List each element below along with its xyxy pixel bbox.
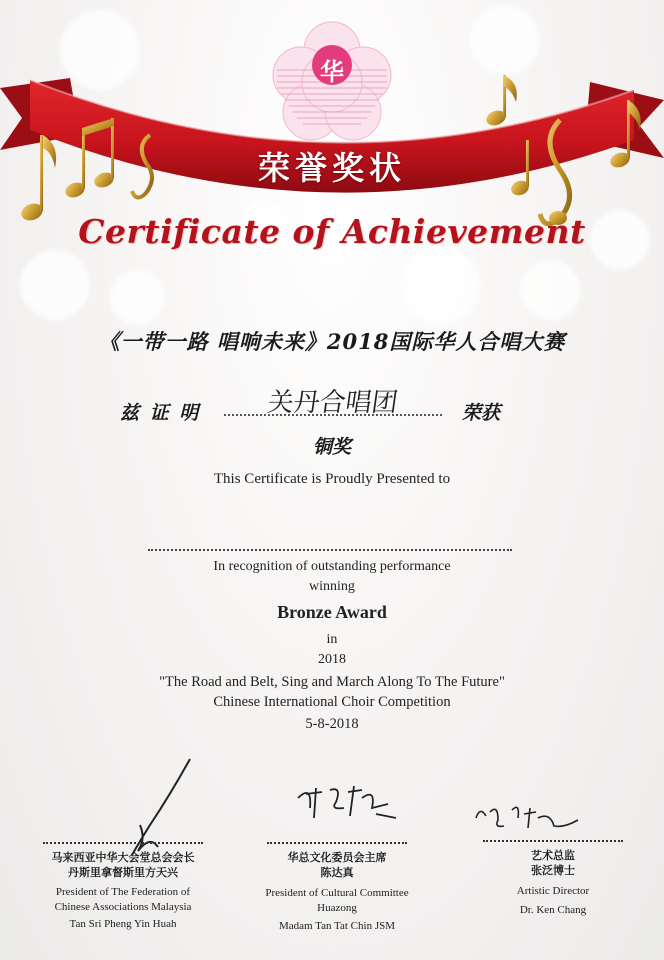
signer-role-en: President of The Federation of <box>55 886 191 898</box>
recognition-text: In recognition of outstanding performance <box>213 559 451 574</box>
signature-3-scrawl <box>468 798 588 838</box>
certificate-title: Certificate of Achievement <box>78 212 586 251</box>
event-en-line-1: "The Road and Belt, Sing and March Along To The Future" <box>159 674 505 690</box>
award-en: Bronze Award <box>277 602 387 622</box>
signature-line <box>43 842 203 844</box>
bokeh-light <box>520 260 580 320</box>
signer-title-cn: 马来西亚中华大会堂总会会长 <box>51 851 195 864</box>
in-text: in <box>326 632 338 647</box>
signer-title-cn: 华总文化委员会主席 <box>287 851 387 864</box>
signer-role-en: President of Cultural Committee <box>265 887 409 899</box>
signature-block-3 <box>478 840 628 918</box>
bokeh-light <box>400 245 480 325</box>
winning-text: winning <box>309 579 355 594</box>
signer-name-en: Madam Tan Tat Chin JSM <box>279 920 395 932</box>
logo-character: 华 <box>320 58 344 86</box>
signer-name-cn: 丹斯里拿督斯里方天兴 <box>68 866 178 879</box>
award-suffix: 荣获 <box>462 402 501 424</box>
certify-prefix: 兹 证 明 <box>120 402 201 424</box>
signer-title-cn: 艺术总监 <box>531 849 575 862</box>
event-date: 5-8-2018 <box>305 716 359 732</box>
award-cn: 铜奖 <box>312 436 351 458</box>
signer-name-cn: 张泛博士 <box>531 864 575 877</box>
signer-role-en: Artistic Director <box>516 885 590 897</box>
signer-name-cn: 陈达真 <box>320 866 354 879</box>
banner-title: 荣誉奖状 <box>257 149 406 187</box>
signer-name-en: Tan Sri Pheng Yin Huah <box>69 918 177 930</box>
signer-name-en: Dr. Ken Chang <box>519 904 587 916</box>
name-dotted-line <box>148 549 512 551</box>
signer-org-en: Chinese Associations Malaysia <box>54 901 192 913</box>
signature-line <box>267 842 407 844</box>
event-en-line-2: Chinese International Choir Competition <box>213 694 451 710</box>
signature-block-1 <box>38 842 208 932</box>
event-title-cn: 《一带一路 唱响未来》2018国际华人合唱大赛 <box>98 329 566 354</box>
signature-2-scrawl <box>292 778 402 824</box>
bokeh-light <box>20 250 90 320</box>
signature-line <box>483 840 623 842</box>
recipient-handwritten: 关丹合唱团 <box>265 388 400 418</box>
year-text: 2018 <box>318 652 346 667</box>
presented-to-text: This Certificate is Proudly Presented to <box>213 471 451 487</box>
signer-org-en: Huazong <box>317 902 357 914</box>
signature-block-2 <box>262 842 412 934</box>
bokeh-light <box>110 270 165 325</box>
